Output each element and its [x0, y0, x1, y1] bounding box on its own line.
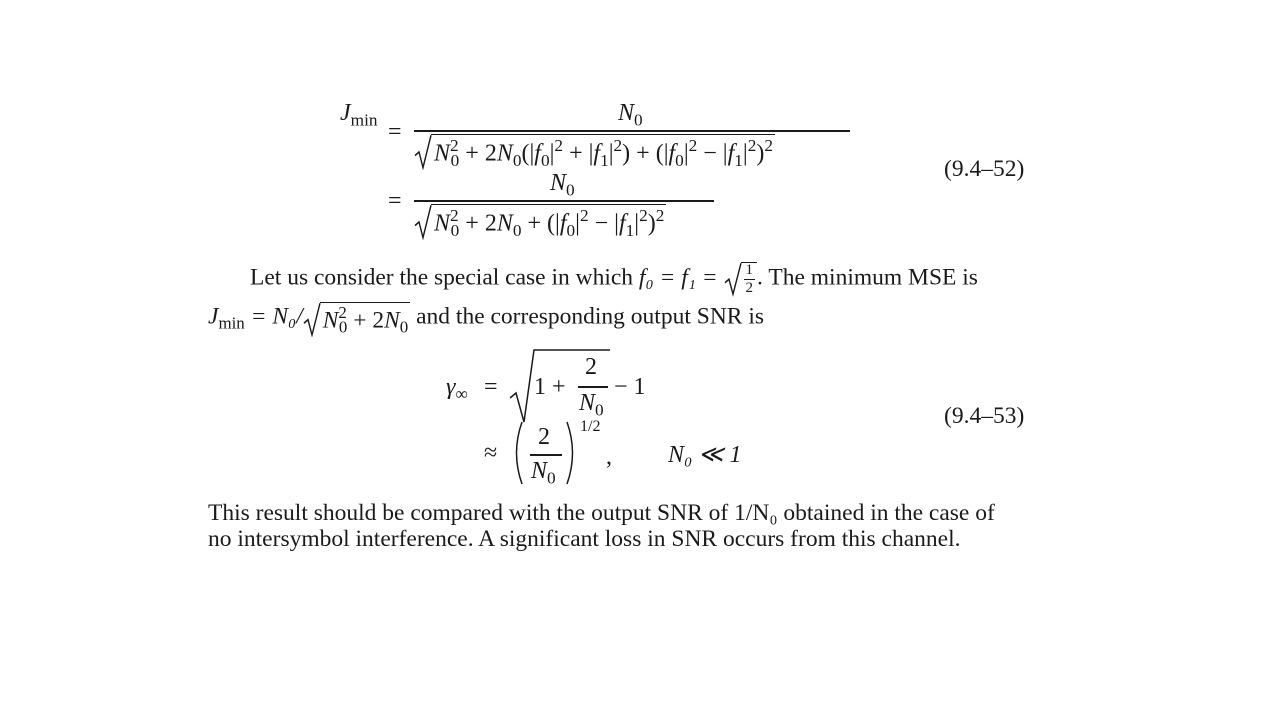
paragraph1-line2: $J_{min} = N_0/$ $N^2_0 + 2N_0$ and the corresponding output SNR is	[208, 303, 765, 337]
paragraph1-line1: Let us consider the special case in which f₀ = f₁ = $\frac{1}{2}$ . The minimum MSE is	[250, 262, 978, 296]
equation-53-sqrt-content: 1 +	[534, 374, 566, 400]
equation-52-eq-sign-2: =	[388, 188, 402, 214]
equation-53-approx: ≈	[484, 440, 498, 466]
equation-53-paren-right	[565, 420, 579, 486]
equation-53-number: (9.4–53)	[944, 403, 1025, 429]
equation-52-number: (9.4–52)	[944, 156, 1025, 182]
equation-52-numerator-1: $N_0$	[618, 100, 643, 130]
equation-53-condition: N₀ ≪ 1	[668, 442, 742, 468]
equation-53-frac-num: 2	[585, 354, 597, 380]
equation-53-minus-one: − 1	[614, 374, 646, 400]
equation-53-paren-left	[510, 420, 524, 486]
equation-53-frac-bar	[578, 386, 608, 388]
paragraph2-line1: This result should be compared with the output SNR of 1/N₀ obtained in the case of	[208, 500, 995, 526]
j-subscript: min	[350, 110, 378, 130]
equation-52-numerator-2: $N_0$	[550, 170, 575, 200]
equation-53-exponent: 1/2	[580, 418, 601, 435]
j-symbol: J	[340, 100, 351, 126]
paragraph2-line2: no intersymbol interference. A significant loss in SNR occurs from this channel.	[208, 526, 961, 552]
equation-53-comma: ,	[606, 444, 612, 470]
equation-52-denominator-2: $N^2_0 + 2N_0 + (|f_0|^2 - |f_1|^2)^2$	[414, 204, 666, 240]
equation-53-frac-den: $N_0$	[579, 390, 604, 420]
equation-53-frac2-bar	[530, 454, 562, 456]
equation-52-line1	[340, 100, 378, 131]
equation-52-denominator-1: $N^2_0 + 2N_0(|f_0|^2 + |f_1|^2) + (|f_0|^2 - |f_1|^2)^2$	[414, 134, 775, 170]
equation-52-fraction-bar-2	[414, 200, 714, 202]
equation-53-frac2-num: 2	[538, 424, 550, 450]
equation-53-frac2-den: $N_0$	[531, 458, 556, 488]
equation-53-gamma: $\gamma_\infty$	[446, 374, 468, 404]
equation-52-fraction-bar-1	[414, 130, 850, 132]
equation-53-eq-sign: =	[484, 374, 498, 400]
equation-52-eq-sign: =	[388, 119, 402, 145]
